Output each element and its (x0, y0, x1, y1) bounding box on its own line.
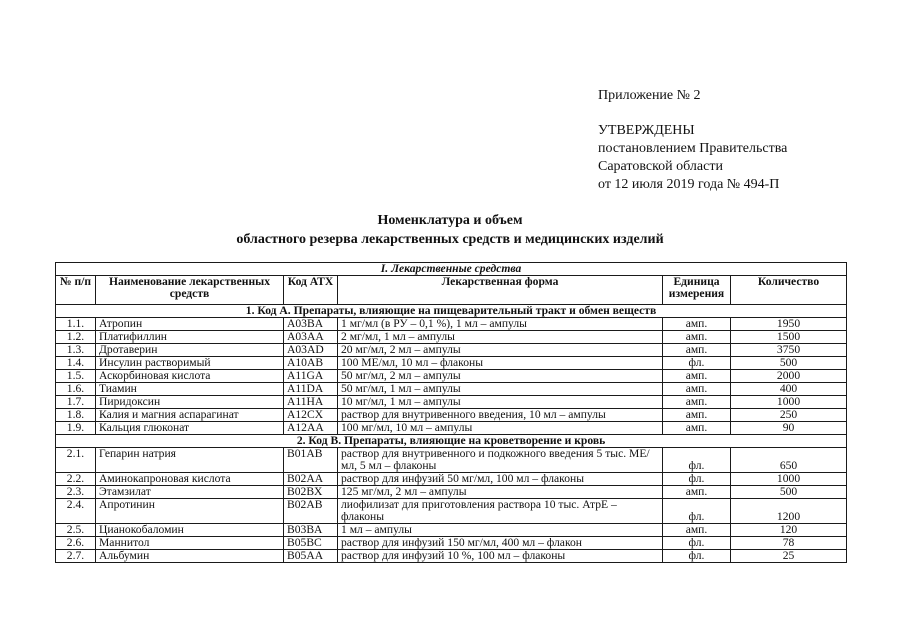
table-row (56, 537, 847, 550)
cell-num: 2.2. (56, 473, 96, 486)
cell-form: 20 мг/мл, 2 мл – ампулы (338, 344, 663, 357)
cell-qty: 1000 (731, 473, 847, 486)
col-header-num: № п/п (56, 276, 96, 305)
cell-unit: амп. (663, 370, 731, 383)
cell-form: 100 МЕ/мл, 10 мл – флаконы (338, 357, 663, 370)
cell-unit: фл. (663, 357, 731, 370)
cell-code: A11GA (284, 370, 338, 383)
cell-unit: амп. (663, 383, 731, 396)
cell-code: A10AB (284, 357, 338, 370)
col-header-name: Наименование лекарственных средств (96, 276, 284, 305)
group-header-row (56, 305, 847, 318)
cell-qty: 1000 (731, 396, 847, 409)
approval-line: УТВЕРЖДЕНЫ (598, 123, 695, 138)
cell-num: 2.3. (56, 486, 96, 499)
document-title (120, 211, 780, 249)
cell-name: Аскорбиновая кислота (96, 370, 284, 383)
cell-form: лиофилизат для приготовления раствора 10 тыс. АтрЕ – флаконы (338, 499, 663, 524)
cell-unit: амп. (663, 422, 731, 435)
cell-unit: амп. (663, 318, 731, 331)
approval-block (598, 122, 787, 194)
table-row (56, 344, 847, 357)
cell-num: 2.6. (56, 537, 96, 550)
cell-name: Апротинин (96, 499, 284, 524)
cell-form: 50 мг/мл, 1 мл – ампулы (338, 383, 663, 396)
cell-form: раствор для инфузий 50 мг/мл, 100 мл – флаконы (338, 473, 663, 486)
table-section-title: I. Лекарственные средства (56, 263, 847, 276)
cell-code: A03BA (284, 318, 338, 331)
title-line-1: Номенклатура и объем (377, 213, 523, 228)
cell-num: 1.7. (56, 396, 96, 409)
cell-num: 2.7. (56, 550, 96, 563)
cell-unit: амп. (663, 409, 731, 422)
table-row (56, 499, 847, 524)
table-row (56, 486, 847, 499)
cell-qty: 400 (731, 383, 847, 396)
col-header-code: Код АТХ (284, 276, 338, 305)
cell-name: Кальция глюконат (96, 422, 284, 435)
appendix-label: Приложение № 2 (598, 88, 701, 103)
cell-num: 1.5. (56, 370, 96, 383)
cell-code: B01AB (284, 448, 338, 473)
cell-qty: 500 (731, 357, 847, 370)
cell-form: раствор для внутривенного введения, 10 мл – ампулы (338, 409, 663, 422)
cell-unit: фл. (663, 499, 731, 524)
cell-name: Атропин (96, 318, 284, 331)
cell-qty: 650 (731, 448, 847, 473)
cell-name: Пиридоксин (96, 396, 284, 409)
cell-num: 2.5. (56, 524, 96, 537)
cell-name: Тиамин (96, 383, 284, 396)
cell-qty: 2000 (731, 370, 847, 383)
approval-line: Саратовской области (598, 159, 723, 174)
table-row (56, 473, 847, 486)
cell-qty: 500 (731, 486, 847, 499)
cell-code: B05BC (284, 537, 338, 550)
cell-code: B03BA (284, 524, 338, 537)
cell-code: A03AA (284, 331, 338, 344)
cell-name: Альбумин (96, 550, 284, 563)
cell-unit: амп. (663, 331, 731, 344)
cell-unit: фл. (663, 550, 731, 563)
table-row (56, 331, 847, 344)
cell-code: A11HA (284, 396, 338, 409)
table-row (56, 550, 847, 563)
table-row (56, 524, 847, 537)
cell-form: 100 мг/мл, 10 мл – ампулы (338, 422, 663, 435)
cell-unit: фл. (663, 537, 731, 550)
cell-num: 2.4. (56, 499, 96, 524)
cell-form: 1 мг/мл (в РУ – 0,1 %), 1 мл – ампулы (338, 318, 663, 331)
cell-name: Платифиллин (96, 331, 284, 344)
cell-form: 2 мг/мл, 1 мл – ампулы (338, 331, 663, 344)
cell-form: раствор для инфузий 10 %, 100 мл – флаконы (338, 550, 663, 563)
cell-qty: 1200 (731, 499, 847, 524)
col-header-form: Лекарственная форма (338, 276, 663, 305)
cell-name: Аминокапроновая кислота (96, 473, 284, 486)
cell-name: Дротаверин (96, 344, 284, 357)
cell-code: A03AD (284, 344, 338, 357)
cell-qty: 90 (731, 422, 847, 435)
approval-line: от 12 июля 2019 года № 494-П (598, 177, 780, 192)
cell-num: 2.1. (56, 448, 96, 473)
table-column-header-row (56, 276, 847, 305)
cell-qty: 120 (731, 524, 847, 537)
table-section-header-row (56, 263, 847, 276)
cell-name: Цианокобаломин (96, 524, 284, 537)
cell-qty: 1500 (731, 331, 847, 344)
cell-unit: амп. (663, 524, 731, 537)
cell-code: B02BX (284, 486, 338, 499)
table-row (56, 448, 847, 473)
cell-code: B05AA (284, 550, 338, 563)
cell-code: A11DA (284, 383, 338, 396)
cell-form: раствор для внутривенного и подкожного введения 5 тыс. МЕ/мл, 5 мл – флаконы (338, 448, 663, 473)
cell-num: 1.6. (56, 383, 96, 396)
table-row (56, 318, 847, 331)
table-row (56, 370, 847, 383)
cell-name: Этамзилат (96, 486, 284, 499)
group-title: 1. Код А. Препараты, влияющие на пищеварительный тракт и обмен веществ (56, 305, 847, 318)
cell-num: 1.2. (56, 331, 96, 344)
cell-num: 1.9. (56, 422, 96, 435)
title-line-2: областного резерва лекарственных средств и медицинских изделий (236, 232, 664, 247)
cell-code: B02AB (284, 499, 338, 524)
cell-code: A12AA (284, 422, 338, 435)
col-header-qty: Количество (731, 276, 847, 305)
cell-unit: фл. (663, 448, 731, 473)
approval-line: постановлением Правительства (598, 141, 788, 156)
col-header-unit: Единица измерения (663, 276, 731, 305)
cell-num: 1.4. (56, 357, 96, 370)
cell-qty: 25 (731, 550, 847, 563)
table-row (56, 409, 847, 422)
table-row (56, 396, 847, 409)
cell-form: 50 мг/мл, 2 мл – ампулы (338, 370, 663, 383)
cell-num: 1.3. (56, 344, 96, 357)
cell-qty: 1950 (731, 318, 847, 331)
cell-name: Инсулин растворимый (96, 357, 284, 370)
cell-form: 1 мл – ампулы (338, 524, 663, 537)
cell-form: раствор для инфузий 150 мг/мл, 400 мл – флакон (338, 537, 663, 550)
cell-name: Маннитол (96, 537, 284, 550)
cell-num: 1.8. (56, 409, 96, 422)
cell-num: 1.1. (56, 318, 96, 331)
cell-unit: амп. (663, 486, 731, 499)
table-row (56, 422, 847, 435)
group-header-row (56, 435, 847, 448)
cell-form: 125 мг/мл, 2 мл – ампулы (338, 486, 663, 499)
cell-unit: фл. (663, 473, 731, 486)
table-row (56, 383, 847, 396)
cell-unit: амп. (663, 396, 731, 409)
cell-form: 10 мг/мл, 1 мл – ампулы (338, 396, 663, 409)
cell-qty: 78 (731, 537, 847, 550)
nomenclature-table (55, 262, 847, 563)
table-row (56, 357, 847, 370)
cell-code: A12CX (284, 409, 338, 422)
group-title: 2. Код В. Препараты, влияющие на кроветворение и кровь (56, 435, 847, 448)
cell-unit: амп. (663, 344, 731, 357)
cell-qty: 250 (731, 409, 847, 422)
cell-name: Калия и магния аспарагинат (96, 409, 284, 422)
cell-name: Гепарин натрия (96, 448, 284, 473)
cell-qty: 3750 (731, 344, 847, 357)
cell-code: B02AA (284, 473, 338, 486)
